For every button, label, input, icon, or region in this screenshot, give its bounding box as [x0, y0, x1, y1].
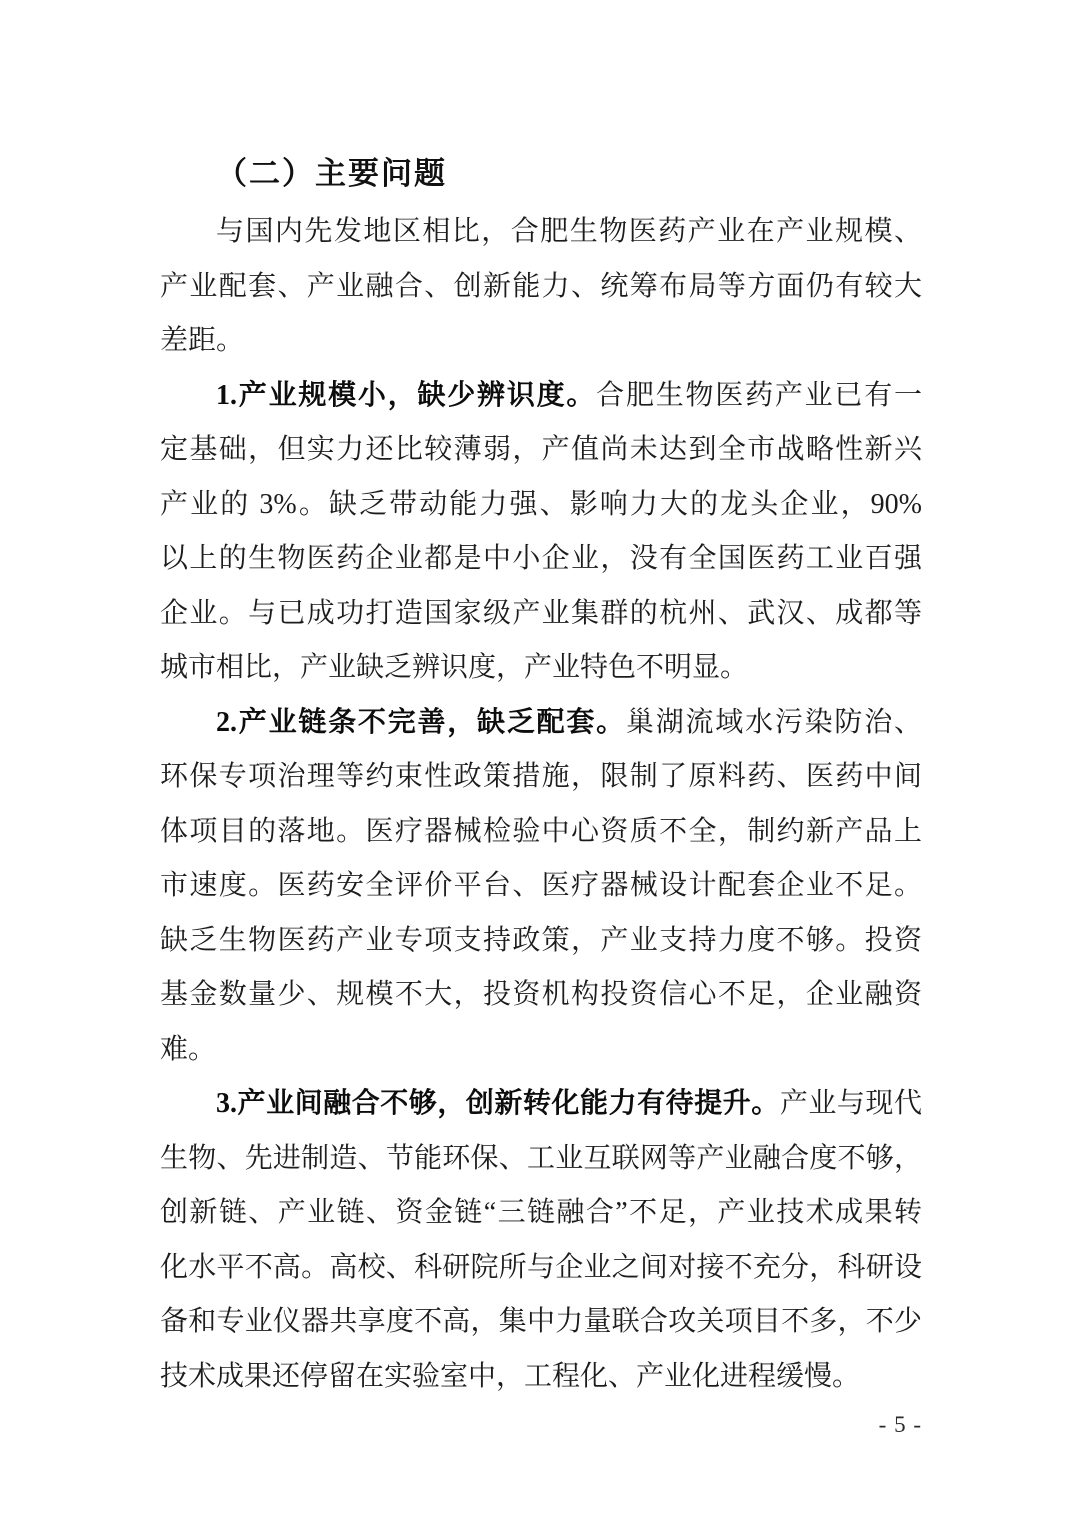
text-line: 定基础，但实力还比较薄弱，产值尚未达到全市战略性新兴: [160, 434, 922, 465]
text-line: 企业。与已成功打造国家级产业集群的杭州、武汉、成都等: [160, 597, 922, 629]
text-line: 化水平不高。高校、科研院所与企业之间对接不充分，科研设: [160, 1251, 922, 1283]
text-line: 缺乏生物医药产业专项支持政策，产业支持力度不够。投资: [160, 924, 922, 956]
text-line: 环保专项治理等约束性政策措施，限制了原料药、医药中间: [160, 761, 922, 792]
section-heading: （二）主要问题: [216, 156, 447, 191]
text-line: 创新链、产业链、资金链“三链融合”不足，产业技术成果转: [160, 1197, 922, 1228]
paragraph: [160, 369, 922, 696]
text-line: 基金数量少、规模不大，投资机构投资信心不足，企业融资: [160, 979, 922, 1010]
text-line: 2.产业链条不完善，缺乏配套。巢湖流域水污染防治、: [216, 706, 922, 738]
text-line: 城市相比，产业缺乏辨识度，产业特色不明显。: [160, 652, 749, 683]
paragraph: [160, 205, 922, 369]
text-line: 3.产业间融合不够，创新转化能力有待提升。产业与现代: [216, 1088, 922, 1119]
text-line: 备和专业仪器共享度不高，集中力量联合攻关项目不多，不少: [160, 1306, 922, 1337]
lead-in-text: 3.产业间融合不够，创新转化能力有待提升。: [216, 1088, 780, 1119]
text-line: 差距。: [160, 325, 245, 356]
text-line: 产业的 3%。缺乏带动能力强、影响力大的龙头企业，90%: [160, 488, 922, 520]
page-number: - 5 -: [878, 1412, 922, 1437]
text-line: 市速度。医药安全评价平台、医疗器械设计配套企业不足。: [160, 870, 922, 901]
text-line: 1.产业规模小，缺少辨识度。合肥生物医药产业已有一: [216, 379, 922, 411]
document-content: [160, 150, 922, 1404]
lead-in-text: 1.产业规模小，缺少辨识度。: [216, 379, 597, 411]
text-line: 与国内先发地区相比，合肥生物医药产业在产业规模、: [216, 216, 922, 247]
body-paragraphs: [160, 205, 922, 1404]
paragraph: [160, 1077, 922, 1404]
text-line: 生物、先进制造、节能环保、工业互联网等产业融合度不够，: [160, 1142, 922, 1174]
paragraph: [160, 696, 922, 1078]
text-line: 难。: [160, 1033, 217, 1065]
text-line: 技术成果还停留在实验室中，工程化、产业化进程缓慢。: [160, 1360, 861, 1392]
text-line: 以上的生物医药企业都是中小企业，没有全国医药工业百强: [160, 543, 922, 574]
text-line: 体项目的落地。医疗器械检验中心资质不全，制约新产品上: [160, 815, 922, 847]
text-line: 产业配套、产业融合、创新能力、统筹布局等方面仍有较大: [160, 270, 922, 302]
lead-in-text: 2.产业链条不完善，缺乏配套。: [216, 706, 626, 738]
